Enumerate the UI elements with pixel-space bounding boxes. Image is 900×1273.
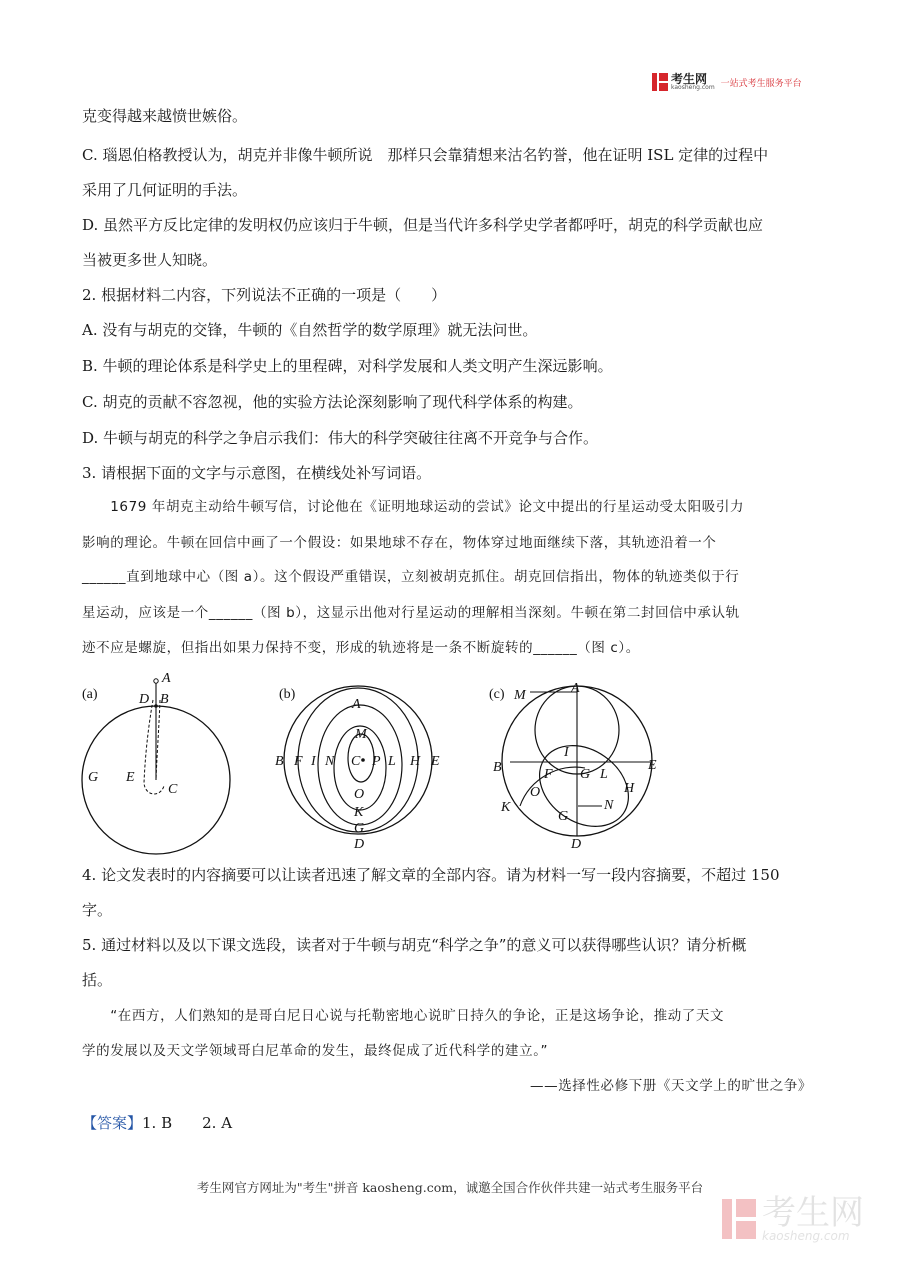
label-d: D xyxy=(571,837,582,852)
passage-line: ______直到地球中心（图 a）。这个假设严重错误，立刻被胡克抓住。胡克回信指出，物体的轨迹类似于行 xyxy=(82,569,740,585)
option-d-text: D. 虽然平方反比定律的发明权仍应该归于牛顿，但是当代许多科学史学者都呼吁，胡克的科学贡献也应 xyxy=(82,216,764,234)
text-line: 克变得越来越愤世嫉俗。 xyxy=(82,107,248,125)
label-m: M xyxy=(514,688,526,703)
watermark-domain: kaosheng.com xyxy=(762,1229,850,1243)
label-e: E xyxy=(126,770,135,785)
label-m: M xyxy=(355,727,367,742)
label-i: I xyxy=(311,754,316,769)
label-b: B xyxy=(493,760,502,775)
text-line: 采用了几何证明的手法。 xyxy=(82,181,248,199)
question-3: 3. 请根据下面的文字与示意图，在横线处补写词语。 xyxy=(82,464,432,482)
label-d: D xyxy=(139,692,150,707)
label-k: K xyxy=(354,805,364,820)
citation: ——选择性必修下册《天文学上的旷世之争》 xyxy=(530,1078,812,1094)
q2-option-c: C. 胡克的贡献不容忽视，他的实验方法论深刻影响了现代科学体系的构建。 xyxy=(82,393,583,411)
answer-label: 【答案】 xyxy=(82,1114,143,1132)
figure-a xyxy=(82,671,230,854)
watermark-logo-icon xyxy=(722,1199,756,1239)
label-k: K xyxy=(501,800,511,815)
label-c: C xyxy=(351,754,361,769)
label-g2: G xyxy=(558,809,569,824)
text-line: 当被更多世人知晓。 xyxy=(82,251,218,269)
question-4: 4. 论文发表时的内容摘要可以让读者迅速了解文章的全部内容。请为材料一写一段内容摘要，不超过 150 xyxy=(82,866,780,884)
label-a: A xyxy=(571,681,580,696)
passage-line: 影响的理论。牛顿在回信中画了一个假设：如果地球不存在，物体穿过地面继续下落，其轨迹沿着一个 xyxy=(82,535,717,551)
label-d: D xyxy=(354,837,365,852)
label-f: F xyxy=(294,754,303,769)
label-f: F xyxy=(544,767,553,782)
label-g: G xyxy=(354,821,365,836)
header-slogan: 一站式考生服务平台 xyxy=(720,78,802,89)
label-n: N xyxy=(604,798,614,813)
text-line: 字。 xyxy=(82,901,113,919)
logo-domain: kaosheng.com xyxy=(671,84,715,91)
label-g: G xyxy=(580,767,591,782)
label-a: A xyxy=(162,671,171,686)
watermark xyxy=(722,1193,864,1243)
label-o: O xyxy=(530,785,541,800)
figure-b-label: (b) xyxy=(279,687,296,702)
figure-c-label: (c) xyxy=(489,687,505,702)
quote-line: 学的发展以及天文学领域哥白尼革命的发生，最终促成了近代科学的建立。” xyxy=(82,1043,549,1059)
label-n: N xyxy=(325,754,335,769)
label-p: P xyxy=(372,754,381,769)
logo-text xyxy=(671,73,715,91)
label-l: L xyxy=(388,754,396,769)
passage-line: 迹不应是螺旋，但指出如果力保持不变，形成的轨迹将是一条不断旋转的______（图 c）。 xyxy=(82,640,640,656)
label-e: E xyxy=(648,758,657,773)
label-h: H xyxy=(410,754,421,769)
quote-line: “在西方，人们熟知的是哥白尼日心说与托勒密地心说旷日持久的争论，正是这场争论，推动了天文 xyxy=(82,1008,725,1024)
label-b: B xyxy=(275,754,284,769)
q2-option-b: B. 牛顿的理论体系是科学史上的里程碑，对科学发展和人类文明产生深远影响。 xyxy=(82,357,613,375)
logo-mark-icon xyxy=(652,73,668,91)
page-footer: 考生网官方网址为"考生"拼音 kaosheng.com，诚邀全国合作伙伴共建一站式考生服务平台 xyxy=(196,1180,704,1195)
label-o: O xyxy=(354,787,365,802)
option-c-text: C. 瑙恩伯格教授认为，胡克并非像牛顿所说 那样只会靠猜想来沽名钓誉，他在证明 ISL 定律的过程中 xyxy=(82,146,769,164)
question-2: 2. 根据材料二内容，下列说法不正确的一项是（ ） xyxy=(82,286,447,304)
logo-name: 考生网 xyxy=(671,72,708,86)
label-a: A xyxy=(352,697,361,712)
label-b: B xyxy=(160,692,169,707)
label-i: I xyxy=(564,745,569,760)
label-l: L xyxy=(600,767,608,782)
label-e: E xyxy=(431,754,440,769)
header-logo xyxy=(652,73,802,91)
figure-b xyxy=(275,686,440,852)
passage-line: 1679 年胡克主动给牛顿写信，讨论他在《证明地球运动的尝试》论文中提出的行星运动受太阳吸引力 xyxy=(82,499,745,515)
label-c: C xyxy=(168,782,178,797)
orbit-diagrams xyxy=(0,668,900,858)
answer-line xyxy=(82,1113,232,1133)
text-line: 括。 xyxy=(82,971,113,989)
question-5: 5. 通过材料以及以下课文选段，读者对于牛顿与胡克“科学之争”的意义可以获得哪些认识？请分析概 xyxy=(82,936,747,954)
passage-line: 星运动，应该是一个______（图 b），这显示出他对行星运动的理解相当深刻。牛顿在第二封回信中承认轨 xyxy=(82,605,740,621)
figure-a-label: (a) xyxy=(82,687,98,702)
q2-option-d: D. 牛顿与胡克的科学之争启示我们：伟大的科学突破往往离不开竞争与合作。 xyxy=(82,429,599,447)
q2-option-a: A. 没有与胡克的交锋，牛顿的《自然哲学的数学原理》就无法问世。 xyxy=(82,321,538,339)
watermark-name: 考生网 xyxy=(762,1193,864,1233)
answer-text: 1. B 2. A xyxy=(142,1114,233,1132)
figure-c xyxy=(489,681,657,852)
label-h: H xyxy=(624,781,635,796)
label-g: G xyxy=(88,770,99,785)
